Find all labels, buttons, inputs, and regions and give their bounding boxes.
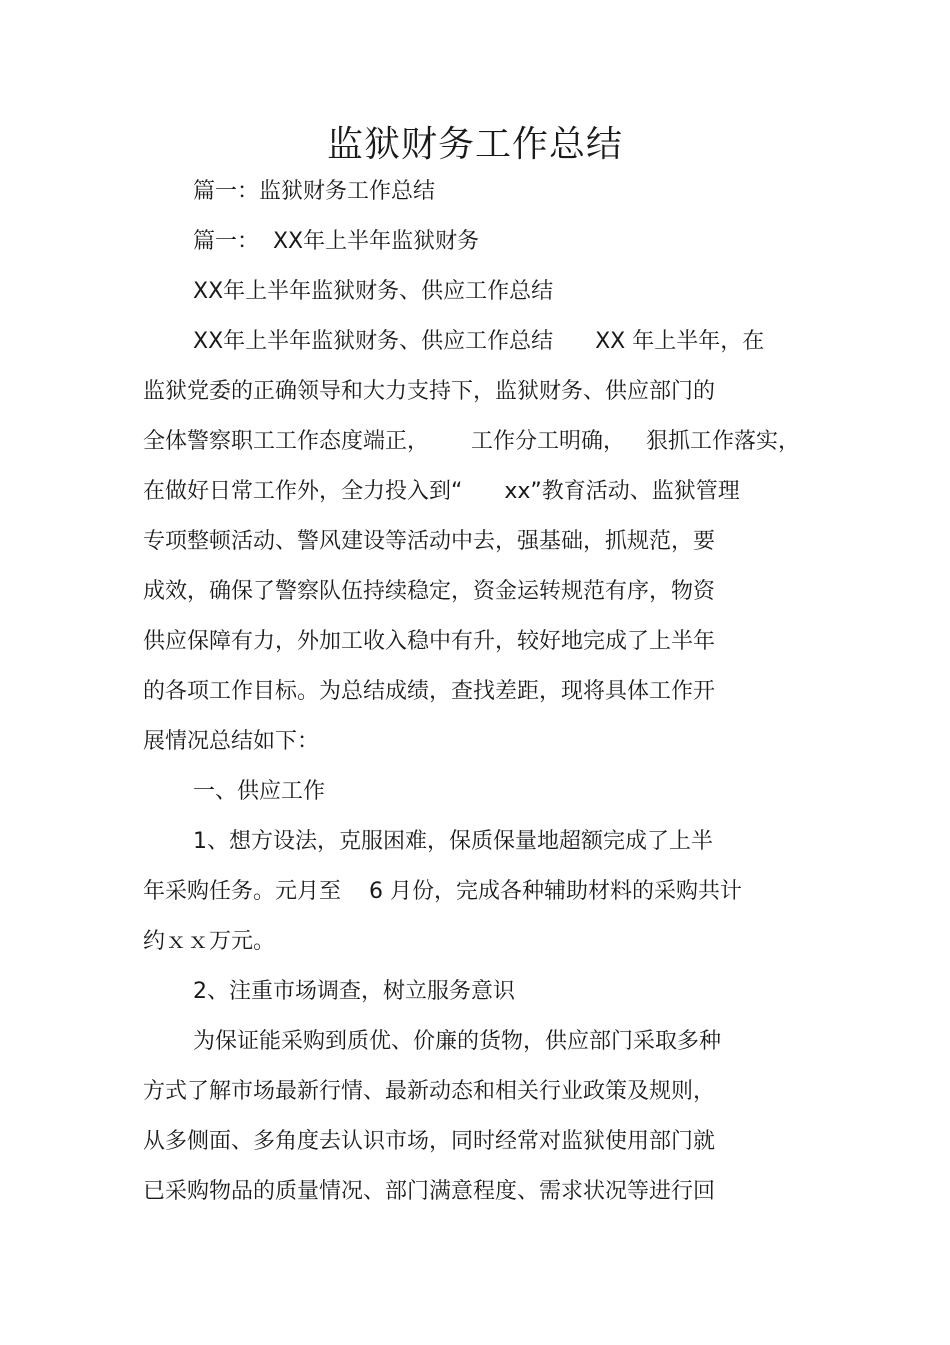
paragraph-line: 篇一：监狱财务工作总结 bbox=[193, 179, 436, 204]
paragraph-line: 年采购任务。元月至 6 月份，完成各种辅助材料的采购共计 bbox=[143, 879, 742, 904]
paragraph-line: 篇一： XX年上半年监狱财务 bbox=[193, 229, 480, 254]
paragraph-line: 监狱党委的正确领导和大力支持下，监狱财务、供应部门的 bbox=[143, 379, 716, 404]
subsection-heading: 2、注重市场调查，树立服务意识 bbox=[193, 979, 515, 1004]
paragraph-line: XX年上半年监狱财务、供应工作总结 bbox=[193, 279, 554, 304]
paragraph-line: 在做好日常工作外，全力投入到“ xx”教育活动、监狱管理 bbox=[143, 479, 740, 504]
paragraph-line: 已采购物品的质量情况、部门满意程度、需求状况等进行回 bbox=[143, 1179, 716, 1204]
paragraph-line: 展情况总结如下： bbox=[143, 729, 320, 754]
paragraph-line: 从多侧面、多角度去认识市场，同时经常对监狱使用部门就 bbox=[143, 1129, 716, 1154]
paragraph-line: 成效，确保了警察队伍持续稳定，资金运转规范有序，物资 bbox=[143, 579, 716, 604]
paragraph-line: 专项整顿活动、警风建设等活动中去，强基础，抓规范，要 bbox=[143, 529, 716, 554]
paragraph-line: 方式了解市场最新行情、最新动态和相关行业政策及规则， bbox=[143, 1079, 716, 1104]
paragraph-line: 全体警察职工工作态度端正， 工作分工明确， 狠抓工作落实， bbox=[143, 429, 800, 454]
paragraph-line: 供应保障有力，外加工收入稳中有升，较好地完成了上半年 bbox=[143, 629, 716, 654]
document-title: 监狱财务工作总结 bbox=[326, 124, 623, 165]
paragraph-line: XX年上半年监狱财务、供应工作总结 XX 年上半年，在 bbox=[193, 329, 765, 354]
paragraph-line: 1、想方设法，克服困难，保质保量地超额完成了上半 bbox=[193, 829, 713, 854]
paragraph-line: 的各项工作目标。为总结成绩，查找差距，现将具体工作开 bbox=[143, 679, 716, 704]
paragraph-line: 为保证能采购到质优、价廉的货物，供应部门采取多种 bbox=[193, 1029, 722, 1054]
section-heading: 一、供应工作 bbox=[193, 779, 326, 804]
paragraph-line: 约ｘｘ万元。 bbox=[143, 929, 276, 954]
